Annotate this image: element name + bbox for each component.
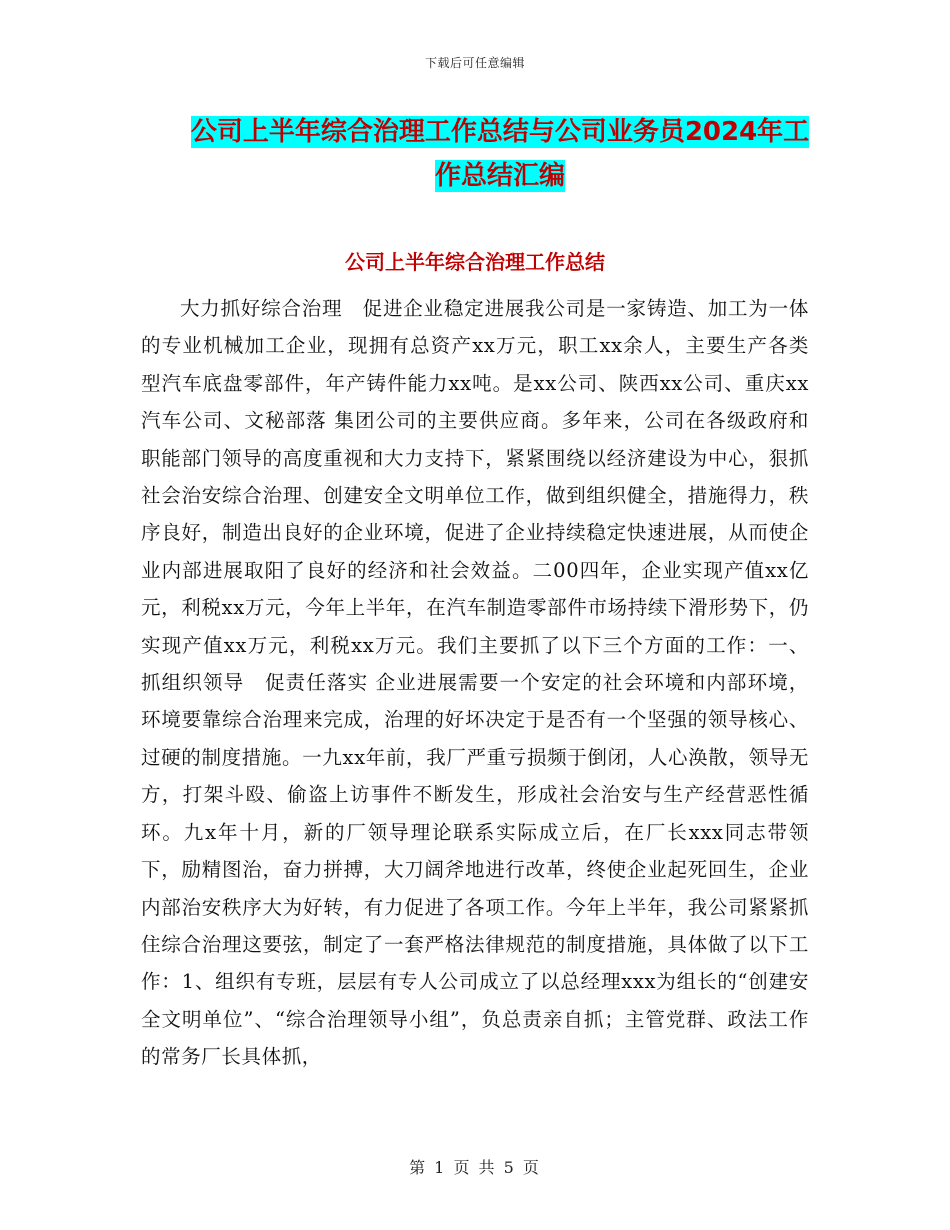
document-title-line-2: 作总结汇编 [434, 161, 565, 191]
body-paragraph: 大力抓好综合治理 促进企业稳定进展我公司是一家铸造、加工为一体的专业机械加工企业，现拥有总资产xx万元，职工xx余人，主要生产各类型汽车底盘零部件，年产铸件能力xx吨。是xx公司、陕西xx公司、重庆xx汽车公司、文秘部落 集团公司的主要供应商。多年来，公司在各级政府和职能部门领导的高度重视和大力支持下，紧紧围绕以经济建设为中心，狠抓社会治安综合治理、创建安全文明单位工作，做到组织健全，措施得力，秩序良好，制造出良好的企业环境，促进了企业持续稳定快速进展，从而使企业内部进展取阳了良好的经济和社会效益。二00四年，企业实现产值xx亿元，利税xx万元，今年上半年，在汽车制造零部件市场持续下滑形势下，仍实现产值xx万元，利税xx万元。我们主要抓了以下三个方面的工作：一、抓组织领导 促责任落实 企业进展需要一个安定的社会环境和内部环境，环境要靠综合治理来完成，治理的好坏决定于是否有一个坚强的领导核心、过硬的制度措施。一九xx年前，我厂严重亏损频于倒闭，人心涣散，领导无方，打架斗殴、偷盗上访事件不断发生，形成社会治安与生产经营恶性循环。九x年十月，新的厂领导理论联系实际成立后，在厂长xxx同志带领下，励精图治，奋力拼搏，大刀阔斧地进行改革，终使企业起死回生，企业内部治安秩序大为好转，有力促进了各项工作。今年上半年，我公司紧紧抓住综合治理这要弦，制定了一套严格法律规范的制度措施，具体做了以下工作：1、组织有专班，层层有专人公司成立了以总经理xxx为组长的“创建安全文明单位”、“综合治理领导小组”，负总责亲自抓；主管党群、政法工作的常务厂长具体抓， [141, 297, 809, 1069]
section-title: 公司上半年综合治理工作总结 [345, 250, 605, 274]
page-footer-number: 第 1 页 共 5 页 [409, 1158, 541, 1177]
document-title [140, 110, 860, 198]
document-title-line-1: 公司上半年综合治理工作总结与公司业务员2024年工 [190, 117, 810, 147]
page-header-note: 下载后可任意编辑 [424, 56, 525, 70]
